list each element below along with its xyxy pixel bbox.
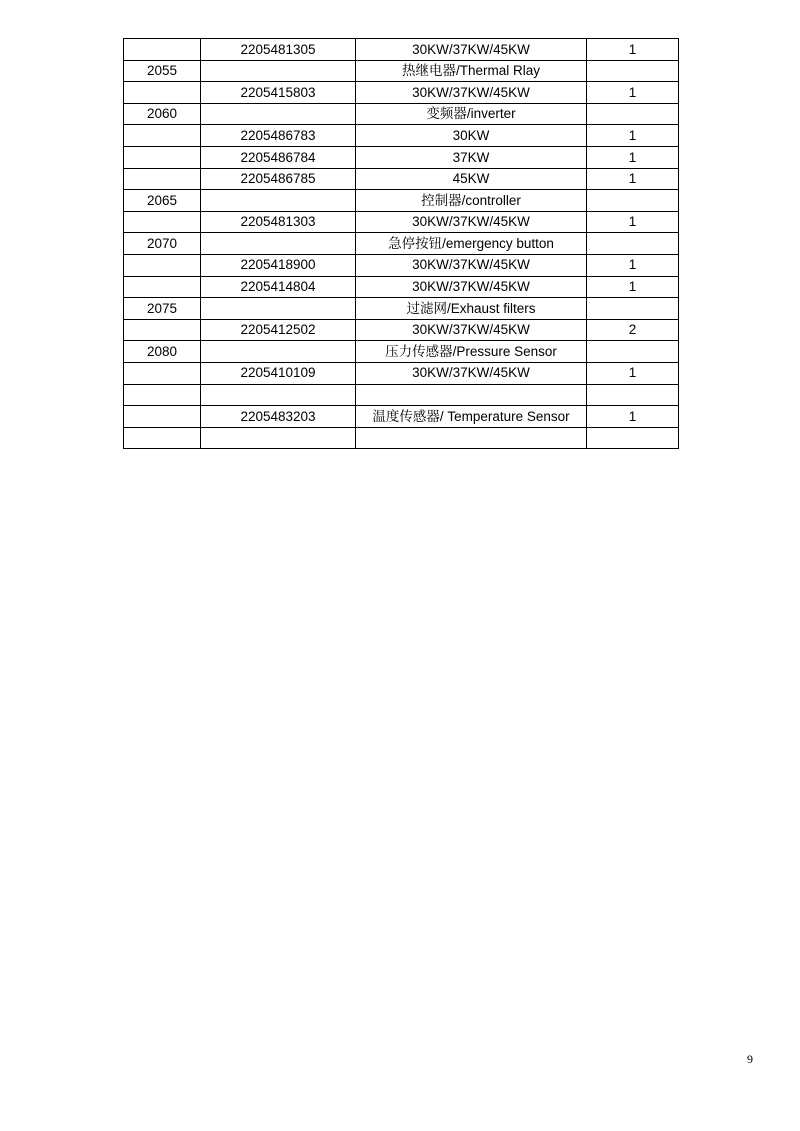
description-cell: 30KW/37KW/45KW (356, 211, 587, 233)
description-cell: 30KW/37KW/45KW (356, 319, 587, 341)
quantity-cell: 1 (587, 39, 679, 61)
table-row (124, 211, 679, 233)
part-number-cell (201, 427, 356, 449)
quantity-cell: 1 (587, 125, 679, 147)
item-code-cell (124, 39, 201, 61)
item-code-cell (124, 125, 201, 147)
quantity-cell: 2 (587, 319, 679, 341)
item-code-cell (124, 319, 201, 341)
item-code-cell: 2080 (124, 341, 201, 363)
quantity-cell: 1 (587, 211, 679, 233)
table-row (124, 103, 679, 125)
table-row (124, 60, 679, 82)
parts-table (123, 38, 679, 449)
quantity-cell (587, 233, 679, 255)
page-number: 9 (747, 1052, 753, 1066)
description-cell: 30KW/37KW/45KW (356, 276, 587, 298)
description-cell: 30KW/37KW/45KW (356, 82, 587, 104)
item-code-cell (124, 362, 201, 384)
description-cell: 温度传感器/ Temperature Sensor (356, 406, 587, 428)
quantity-cell (587, 103, 679, 125)
part-number-cell (201, 60, 356, 82)
table-row (124, 168, 679, 190)
item-code-cell (124, 146, 201, 168)
table-row (124, 319, 679, 341)
description-cell (356, 384, 587, 406)
table-row (124, 39, 679, 61)
description-cell: 急停按钮/emergency button (356, 233, 587, 255)
quantity-cell (587, 341, 679, 363)
parts-table-body (124, 39, 679, 449)
quantity-cell: 1 (587, 406, 679, 428)
part-number-cell: 2205483203 (201, 406, 356, 428)
part-number-cell: 2205486785 (201, 168, 356, 190)
table-row (124, 125, 679, 147)
quantity-cell (587, 190, 679, 212)
table-row (124, 190, 679, 212)
quantity-cell (587, 427, 679, 449)
item-code-cell (124, 427, 201, 449)
part-number-cell (201, 384, 356, 406)
part-number-cell: 2205412502 (201, 319, 356, 341)
part-number-cell: 2205414804 (201, 276, 356, 298)
part-number-cell: 2205481305 (201, 39, 356, 61)
table-row (124, 82, 679, 104)
quantity-cell: 1 (587, 276, 679, 298)
part-number-cell (201, 233, 356, 255)
description-cell: 30KW/37KW/45KW (356, 39, 587, 61)
item-code-cell: 2075 (124, 298, 201, 320)
table-row (124, 146, 679, 168)
part-number-cell: 2205486784 (201, 146, 356, 168)
part-number-cell (201, 341, 356, 363)
table-row (124, 298, 679, 320)
description-cell: 30KW/37KW/45KW (356, 254, 587, 276)
description-cell: 变频器/inverter (356, 103, 587, 125)
item-code-cell (124, 406, 201, 428)
table-row (124, 362, 679, 384)
quantity-cell (587, 384, 679, 406)
item-code-cell: 2060 (124, 103, 201, 125)
item-code-cell: 2065 (124, 190, 201, 212)
description-cell: 过滤网/Exhaust filters (356, 298, 587, 320)
description-cell: 压力传感器/Pressure Sensor (356, 341, 587, 363)
quantity-cell: 1 (587, 254, 679, 276)
item-code-cell (124, 276, 201, 298)
table-row (124, 341, 679, 363)
part-number-cell: 2205418900 (201, 254, 356, 276)
quantity-cell: 1 (587, 146, 679, 168)
part-number-cell: 2205410109 (201, 362, 356, 384)
description-cell (356, 427, 587, 449)
part-number-cell (201, 103, 356, 125)
description-cell: 37KW (356, 146, 587, 168)
item-code-cell: 2055 (124, 60, 201, 82)
description-cell: 控制器/controller (356, 190, 587, 212)
quantity-cell (587, 298, 679, 320)
table-row (124, 406, 679, 428)
table-row (124, 233, 679, 255)
description-cell: 热继电器/Thermal Rlay (356, 60, 587, 82)
item-code-cell (124, 254, 201, 276)
quantity-cell (587, 60, 679, 82)
table-row (124, 427, 679, 449)
item-code-cell: 2070 (124, 233, 201, 255)
part-number-cell: 2205481303 (201, 211, 356, 233)
quantity-cell: 1 (587, 82, 679, 104)
table-row (124, 384, 679, 406)
table-row (124, 254, 679, 276)
item-code-cell (124, 384, 201, 406)
description-cell: 45KW (356, 168, 587, 190)
description-cell: 30KW/37KW/45KW (356, 362, 587, 384)
quantity-cell: 1 (587, 362, 679, 384)
table-row (124, 276, 679, 298)
quantity-cell: 1 (587, 168, 679, 190)
item-code-cell (124, 82, 201, 104)
description-cell: 30KW (356, 125, 587, 147)
part-number-cell: 2205415803 (201, 82, 356, 104)
part-number-cell (201, 298, 356, 320)
part-number-cell: 2205486783 (201, 125, 356, 147)
item-code-cell (124, 211, 201, 233)
part-number-cell (201, 190, 356, 212)
item-code-cell (124, 168, 201, 190)
